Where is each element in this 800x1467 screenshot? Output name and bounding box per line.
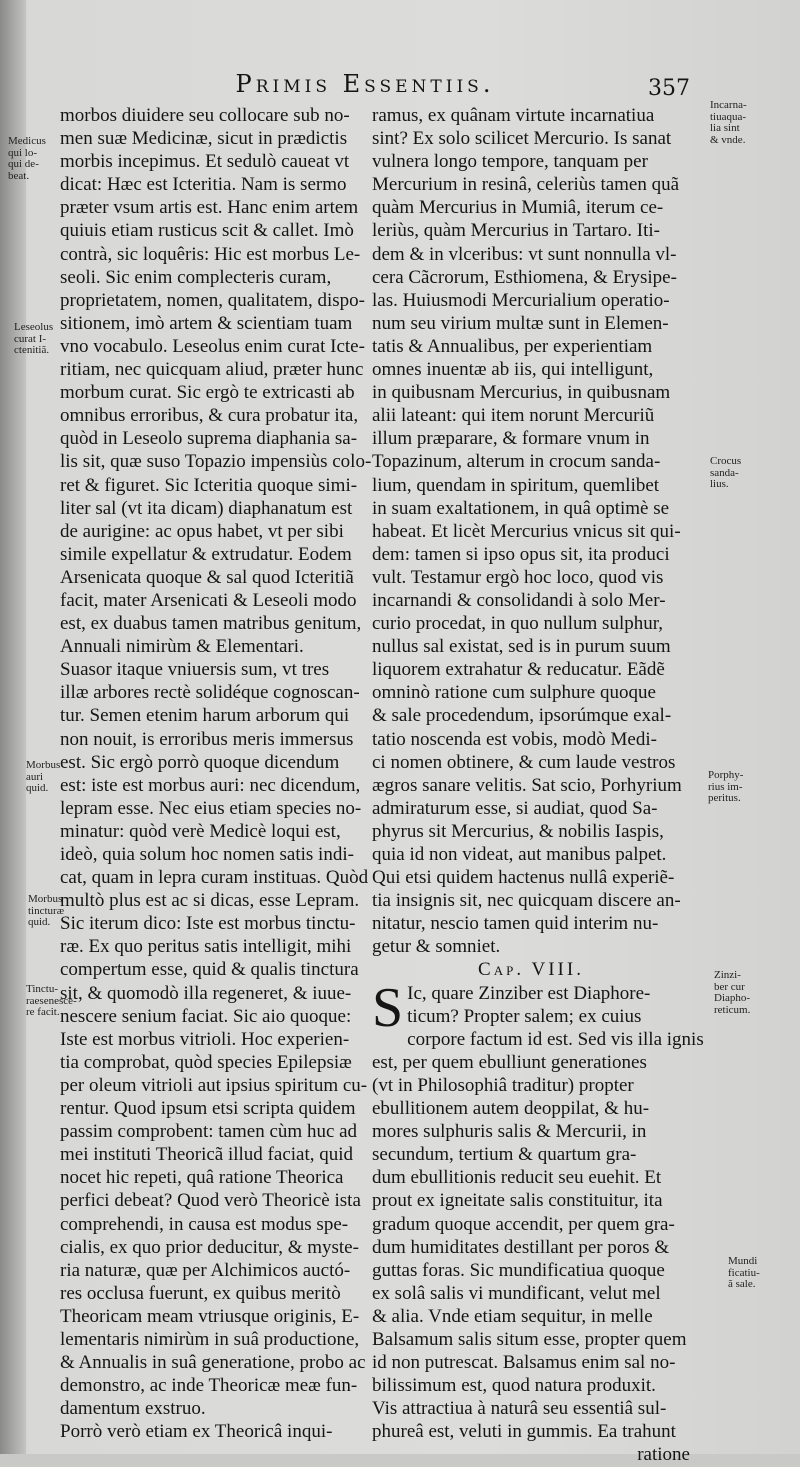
chapter-text xyxy=(372,1028,704,1444)
margin-note-line: Morbus xyxy=(28,893,63,905)
text-line: in quibusnam Mercurius, in quibusnam xyxy=(372,382,671,404)
text-line: præter vsum artis est. Hanc enim artem xyxy=(60,197,359,219)
text-line: morbis incepimus. Et sedulò caueat vt xyxy=(60,151,350,173)
text-line: cat, quam in lepra curam instituas. Quòd xyxy=(60,867,369,889)
text-line: sit, & quomodò illa regeneret, & iuue- xyxy=(60,982,352,1004)
margin-note-line: ctenitiã. xyxy=(14,344,50,356)
text-line: per oleum vitrioli aut ipsius spiritum cu- xyxy=(60,1074,368,1096)
running-head: Primis Essentiis. xyxy=(235,70,495,98)
drop-cap: S xyxy=(372,976,404,1039)
text-line: in suam exaltationem, in quâ optimè se xyxy=(372,497,670,519)
text-line: dum ebullitionis reducit seu euehit. Et xyxy=(372,1167,662,1189)
right-column-text xyxy=(372,104,690,958)
margin-note-line: quid. xyxy=(26,782,49,794)
left-column xyxy=(60,104,372,1443)
text-line: nocet hic repeti, quâ ratione Theorica xyxy=(60,1167,344,1189)
text-line: illum præparare, & formare vnum in xyxy=(372,428,650,450)
text-line: Porrò verò etiam ex Theoricâ inqui- xyxy=(60,1421,333,1443)
text-line: res occlusa fuerunt, ex quibus meritò xyxy=(60,1282,341,1304)
text-line: liquorem extrahatur & reducatur. Eãdẽ xyxy=(372,659,665,681)
margin-note-line: Morbus xyxy=(26,759,61,771)
text-line: ticum? Propter salem; ex cuius xyxy=(407,1005,642,1027)
text-line: phyrus sit Mercurius, & nobilis Iaspis, xyxy=(372,820,664,842)
margin-note-medicus xyxy=(8,136,46,182)
margin-note-line: raesenesce- xyxy=(26,994,77,1007)
right-column xyxy=(372,104,704,1467)
text-line: quòd in Leseolo suprema diaphania sa- xyxy=(60,428,358,450)
margin-note-line: peritus. xyxy=(708,792,741,804)
text-line: bilissimum est, quod natura produxit. xyxy=(372,1375,656,1397)
text-line: Topazinum, alterum in crocum sanda- xyxy=(372,451,661,473)
text-line: est. Sic ergò porrò quoque dicendum xyxy=(60,751,340,773)
text-line: ret & figuret. Sic Icteritia quoque simi- xyxy=(60,474,358,496)
text-line: vno vocabulo. Leseolus enim curat Icte- xyxy=(60,335,365,357)
text-line: simile expellatur & extrudatur. Eodem xyxy=(60,543,352,565)
text-line: lis sit, quæ suso Topazio impensiùs colo- xyxy=(60,451,372,473)
text-line: liter sal (vt ita dicam) diaphanatum est xyxy=(60,497,353,519)
margin-note-porphyrius xyxy=(708,770,743,805)
margin-note-line: quid. xyxy=(28,916,51,928)
text-line: corpore factum id est. Sed vis illa ignis xyxy=(407,1028,704,1050)
margin-note-line: reticum. xyxy=(714,1003,751,1016)
margin-note-line: Incarna- xyxy=(710,99,747,111)
text-line: cialis, ex quo prior deducitur, & myste- xyxy=(60,1236,359,1258)
text-line: curio procedat, in quo nullum sulphur, xyxy=(372,613,664,635)
margin-note-line: tincturæ xyxy=(28,904,65,917)
margin-note-morbus-auri xyxy=(26,760,60,795)
text-line: secundum, tertium & quartum gra- xyxy=(372,1144,637,1166)
text-line: vulnera longo tempore, tanquam per xyxy=(372,151,648,173)
text-line: morbum curat. Sic ergò te extricasti ab xyxy=(60,382,355,404)
margin-note-line: re facit. xyxy=(26,1006,60,1018)
text-line: omninò ratione cum sulphure quoque xyxy=(372,682,656,704)
text-line: ideò, quia solum hoc nomen satis indi- xyxy=(60,844,354,865)
catchword: ratione xyxy=(637,1444,690,1466)
text-line: dem: tamen si ipso opus sit, ita produci xyxy=(372,543,670,565)
margin-note-line: ficatiu- xyxy=(728,1266,760,1279)
margin-note-line: Porphy- xyxy=(708,769,744,781)
text-line: Theoricam meam vtriusque originis, E- xyxy=(60,1305,360,1327)
margin-note-line: curat I- xyxy=(14,332,47,345)
margin-note-crocus xyxy=(710,456,741,491)
margin-note-line: & vnde. xyxy=(710,133,746,146)
text-line: omnibus erroribus, & cura probatur ita, xyxy=(60,405,359,427)
text-line: quàm Mercurius in Mumiâ, iterum ce- xyxy=(372,197,664,219)
text-line: admiraturum esse, si audiat, quod Sa- xyxy=(372,797,658,819)
text-line: facit, mater Arsenicati & Leseoli modo xyxy=(60,589,357,611)
margin-note-line: beat. xyxy=(8,169,30,182)
text-line: Ic, quare Zinziber est Diaphore- xyxy=(407,982,651,1004)
text-line: est: iste est morbus auri: nec dicendum, xyxy=(60,774,361,796)
text-line: est, per quem ebulliunt generationes xyxy=(372,1051,647,1073)
text-line: Sic iterum dico: Iste est morbus tinctu- xyxy=(60,913,356,935)
text-line: contrà, sic loquêris: Hic est morbus Le- xyxy=(60,243,361,265)
margin-note-line: Medicus xyxy=(8,135,46,147)
text-line: las. Huiusmodi Mercurialium operatio- xyxy=(372,289,670,311)
text-line: incarnandi & consolidandi à solo Mer- xyxy=(372,589,666,611)
text-line: ebullitionem autem deoppilat, & hu- xyxy=(372,1098,650,1120)
text-line: Arsenicata quoque & sal quod Icteritiã xyxy=(60,566,354,588)
text-line: morbos diuidere seu collocare sub no- xyxy=(60,105,350,126)
text-line: sitionem, imò artem & scientiam tuam xyxy=(60,312,353,334)
text-line: tatis & Annualibus, per experientiam xyxy=(372,335,653,357)
margin-note-line: sanda- xyxy=(710,466,739,479)
margin-note-tinctura xyxy=(26,984,77,1019)
margin-note-line: qui lo- xyxy=(8,146,38,159)
text-line: dem & in vlceribus: vt sunt nonnulla vl- xyxy=(372,243,677,265)
text-line: habeat. Et licèt Mercurius vnicus sit qui- xyxy=(372,520,681,542)
margin-note-line: ber cur xyxy=(714,980,745,993)
text-line: tatio noscenda est vobis, modò Medi- xyxy=(372,728,657,750)
text-line: ex solâ salis vi mundificant, velut mel xyxy=(372,1282,661,1304)
text-line: cera Cãcrorum, Esthiomena, & Erysipe- xyxy=(372,266,677,288)
margin-note-line: auri xyxy=(26,770,44,783)
text-line: ræ. Ex quo peritus satis intelligit, mihi xyxy=(60,936,352,958)
margin-note-line: Leseolus xyxy=(14,321,54,333)
text-line: & sale procedendum, ipsorúmque exal- xyxy=(372,705,672,727)
text-line: lium, quendam in spiritum, quemlibet xyxy=(372,474,660,496)
margin-note-incarnatiua xyxy=(710,100,747,146)
text-line: men suæ Medicinæ, sicut in prædictis xyxy=(60,128,348,150)
text-line: ramus, ex quânam virtute incarnatiua xyxy=(372,105,655,126)
margin-note-line: tiuaqua- xyxy=(710,110,747,123)
text-line: nescere senium faciat. Sic aio quoque: xyxy=(60,1005,352,1027)
text-line: proprietatem, nomen, qualitatem, dispo- xyxy=(60,289,365,311)
text-line: tia comprobat, quòd species Epilepsiæ xyxy=(60,1051,352,1073)
text-line: Annuali nimirùm & Elementari. xyxy=(60,636,304,658)
chapter-heading: Cap. VIII. xyxy=(478,959,584,981)
margin-note-zinziber xyxy=(714,970,750,1016)
text-line: alii lateant: qui item norunt Mercuriũ xyxy=(372,405,655,427)
text-line: perfici debeat? Quod verò Theoricè ista xyxy=(60,1190,361,1212)
text-line: omnes inuentæ ab iis, qui intelligunt, xyxy=(372,359,654,381)
text-line: guttas foras. Sic mundificatiua quoque xyxy=(372,1259,665,1281)
text-line: prout ex igneitate salis constituitur, ita xyxy=(372,1190,663,1212)
text-line: lepram esse. Nec eius etiam species no- xyxy=(60,797,362,819)
margin-note-line: Tinctu- xyxy=(26,983,58,995)
text-line: lementaris nimirùm in suâ productione, xyxy=(60,1328,360,1350)
text-line: minatur: quòd verè Medicè loqui est, xyxy=(60,820,341,842)
text-line: mei instituti Theoricã illud faciat, quid xyxy=(60,1144,354,1166)
text-line: Balsamum salis situm esse, propter quem xyxy=(372,1328,687,1350)
text-line: rentur. Quod ipsum etsi scripta quidem xyxy=(60,1098,356,1120)
text-line: quia id non videat, aut manibus palpet. xyxy=(372,844,667,865)
text-line: Suasor itaque vniuersis sum, vt tres xyxy=(60,659,330,681)
text-line: sint? Ex solo scilicet Mercurio. Is sanat xyxy=(372,128,672,150)
text-line: leriùs, quàm Mercurius in Tartaro. Iti- xyxy=(372,220,660,242)
text-line: Iste est morbus vitrioli. Hoc experien- xyxy=(60,1028,350,1050)
text-line: dicat: Hæc est Icteritia. Nam is sermo xyxy=(60,174,347,196)
text-line: Vis attractiua à naturâ seu essentiâ sul- xyxy=(372,1398,667,1420)
text-line: compertum esse, quid & qualis tinctura xyxy=(60,959,359,981)
text-line: id non putrescat. Balsamus enim sal no- xyxy=(372,1352,676,1374)
margin-note-line: rius im- xyxy=(708,780,743,793)
text-line: nitatur, nescio tamen quid interim nu- xyxy=(372,913,659,935)
text-line: tia insignis sit, nec quicquam discere an- xyxy=(372,890,681,912)
text-line: phureâ est, veluti in gummis. Ea trahunt xyxy=(372,1421,676,1443)
margin-note-line: lius. xyxy=(710,478,729,490)
text-line: Mercurium in resinâ, celeriùs tamen quã xyxy=(372,174,680,196)
margin-note-morbus-tincturae xyxy=(28,894,64,929)
text-line: ritiam, nec quicquam aliud, præter hunc xyxy=(60,359,364,381)
text-line: ægros sanare velitis. Sat scio, Porhyrium xyxy=(372,774,682,796)
text-line: & Annualis in suâ generatione, probo ac xyxy=(60,1352,366,1374)
text-line: (vt in Philosophiâ traditur) propter xyxy=(372,1074,634,1096)
text-line: mores sulphuris salis & Mercurii, in xyxy=(372,1121,647,1143)
margin-note-leseolus xyxy=(14,322,53,357)
chapter-opening xyxy=(372,976,690,1039)
text-line: gradum quoque accendit, per quem gra- xyxy=(372,1213,675,1235)
text-line: de aurigine: ac opus habet, vt per sibi xyxy=(60,520,344,542)
text-line: vult. Testamur ergò hoc loco, quod vis xyxy=(372,566,664,588)
text-line: nullus sal existat, sed is in purum suum xyxy=(372,636,671,658)
text-line: non nouit, is erroribus meris immersus xyxy=(60,728,354,750)
page-number: 357 xyxy=(648,76,690,101)
book-gutter xyxy=(0,0,26,1454)
text-line: Qui etsi quidem hactenus nullâ experiẽ- xyxy=(372,867,675,889)
text-line: demonstro, ac inde Theoricæ meæ fun- xyxy=(60,1375,358,1397)
text-line: ria naturæ, quæ per Alchimicos auctó- xyxy=(60,1259,351,1281)
text-line: ci nomen obtinere, & cum laude vestros xyxy=(372,751,676,773)
text-line: quiuis etiam rusticus scit & callet. Imò xyxy=(60,220,354,242)
text-line: getur & somniet. xyxy=(372,936,501,958)
text-line: est, ex duabus tamen matribus genitum, xyxy=(60,613,362,635)
text-line: dum humiditates destillant per poros & xyxy=(372,1236,670,1258)
text-line: multò plus est ac si dicas, esse Lepram. xyxy=(60,890,360,912)
text-line: passim comprobent: tamen cùm huc ad xyxy=(60,1121,358,1143)
margin-note-line: Diapho- xyxy=(714,992,751,1004)
text-line: & alia. Vnde etiam sequitur, in melle xyxy=(372,1305,653,1327)
margin-note-line: Mundi xyxy=(728,1255,758,1267)
margin-note-line: qui de- xyxy=(8,158,39,170)
margin-note-mundificatiua xyxy=(728,1256,760,1291)
text-line: tur. Semen etenim harum arborum qui xyxy=(60,705,350,727)
margin-note-line: Crocus xyxy=(710,455,742,467)
text-line: seoli. Sic enim complecteris curam, xyxy=(60,266,332,288)
text-line: comprehendi, in causa est modus spe- xyxy=(60,1213,349,1235)
text-line: num seu virium multæ sunt in Elemen- xyxy=(372,312,669,334)
margin-note-line: lia sint xyxy=(710,122,740,134)
text-line: illæ arbores rectè solidéque cognoscan- xyxy=(60,682,360,704)
margin-note-line: Zinzi- xyxy=(714,969,741,981)
margin-note-line: ã sale. xyxy=(728,1278,756,1290)
text-line: damentum exstruo. xyxy=(60,1398,206,1420)
